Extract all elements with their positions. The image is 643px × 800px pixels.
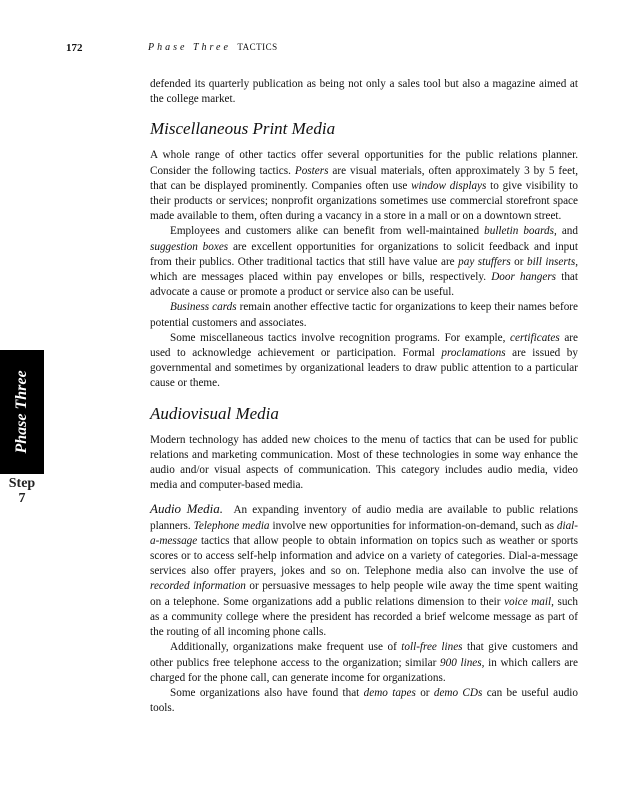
- text-run: or: [510, 255, 527, 268]
- text-run: involve new opportunities for information-on-demand, such as: [269, 519, 557, 532]
- text-run: or: [415, 686, 434, 699]
- text-run: are excellent opportunities for organizations to solicit feedback and input from their publics. Other traditional tactics that still have value are: [150, 240, 578, 268]
- text-run: are issued by governmental and sometimes by organizational leaders to draw public attention to a particular cause or theme.: [150, 347, 578, 390]
- paragraph-misc-intro: [150, 148, 578, 224]
- italic-term: toll-free lines: [401, 641, 463, 654]
- text-run: or persuasive messages to help people wile away the time spent waiting on a telephone. Some organizations add a public relations dimension to their: [150, 580, 578, 608]
- text-run: that advocate a cause or promote a product or service also can be useful.: [150, 271, 578, 299]
- italic-term: proclamations: [441, 347, 506, 360]
- italic-term: bill inserts: [526, 255, 576, 268]
- text-run: An expanding inventory of audio media are available to public relations planners.: [150, 504, 578, 532]
- italic-term: demo CDs: [433, 686, 483, 699]
- main-text-column: [150, 77, 578, 716]
- phase-side-tab-label-box: [0, 350, 44, 474]
- run-in: Audio Media.: [150, 501, 224, 517]
- italic-term: bulletin boards,: [484, 225, 557, 238]
- text-run: remain another effective tactic for organizations to keep their names before potential customers and associates.: [150, 301, 578, 329]
- heading-miscellaneous-print-media: Miscellaneous Print Media: [150, 119, 336, 139]
- italic-term: suggestion boxes: [150, 240, 229, 253]
- step-marker: [0, 476, 44, 506]
- text-run: , which are messages placed within pay envelopes or bills, respectively.: [150, 255, 578, 284]
- text-run: Additionally, organizations make frequent use of: [170, 641, 402, 654]
- italic-term: recorded information: [150, 580, 246, 593]
- running-header: [0, 38, 643, 58]
- paragraph-recognition-programs: [150, 331, 578, 392]
- running-head: [148, 42, 278, 53]
- paragraph-toll-free-lines: [150, 640, 578, 686]
- italic-term: Business cards: [170, 301, 237, 314]
- step-label: Step: [8, 476, 36, 491]
- italic-term: Door hangers: [491, 271, 557, 284]
- text-run: that give customers and other publics free telephone access to the organization; similar: [150, 641, 578, 669]
- text-run: to give visibility to their products or services; nonprofit organizations sometimes use commercial storefront space made available to them, often during a vacancy in a store in a mall or on a downtown street.: [150, 179, 579, 223]
- text-run: in which callers are charged for the phone call, can generate income for organizations.: [150, 656, 578, 684]
- page-number: 172: [66, 42, 83, 54]
- paragraph-continued: [150, 77, 578, 107]
- text-run: and: [556, 225, 578, 238]
- text-run: are visual materials, often approximately 3 by 5 feet, that can be displayed prominently. Companies often use: [150, 164, 578, 192]
- italic-term: Telephone media: [193, 519, 270, 532]
- heading-audiovisual-media: Audiovisual Media: [150, 403, 279, 423]
- italic-term: demo tapes: [363, 686, 416, 699]
- text-run: Modern technology has added new choices to the menu of tactics that can be used for public relations and marketing communication. Most of these technologies in some way enhance the audio and/or visual aspects of communication. This category includes audio media, video media and computer-based media.: [150, 433, 578, 492]
- text-run: Some organizations also have found that: [170, 686, 364, 699]
- text-run: tactics that allow people to obtain information on topics such as weather or sports scores or to access self-help information and advice on a variety of categories. Dial-a-message services also offer prayers, jokes and so on. Telephone media also can involve the use of: [150, 534, 578, 578]
- italic-term: 900 lines,: [440, 656, 485, 669]
- text-run: Some miscellaneous tactics involve recognition programs. For example,: [170, 331, 511, 344]
- text-run: defended its quarterly publication as being not only a sales tool but also a magazine aimed at the college market.: [150, 78, 578, 106]
- text-run: such as a community college where the president has recorded a brief welcome message as part of the routing of all incoming phone calls.: [150, 595, 578, 639]
- text-run: Employees and customers alike can benefit from well-maintained: [170, 225, 485, 238]
- paragraph-demo-tapes: [150, 686, 578, 716]
- step-number: 7: [18, 491, 26, 506]
- italic-term: pay stuffers: [458, 255, 511, 268]
- paragraph-bulletin-boards: [150, 224, 578, 300]
- text-run: are used to acknowledge achievement or participation. Formal: [150, 331, 578, 360]
- text-run: A whole range of other tactics offer several opportunities for the public relations planner. Consider the following tactics.: [150, 149, 578, 177]
- phase-side-tab-label: Phase Three: [13, 370, 30, 454]
- italic-term: window displays: [411, 179, 487, 192]
- running-head-phase: Phase Three: [148, 42, 231, 53]
- paragraph-business-cards: [150, 300, 578, 330]
- italic-term: Posters: [294, 164, 329, 177]
- italic-term: voice mail,: [504, 595, 554, 608]
- paragraph-av-intro: [150, 433, 578, 494]
- running-head-section: TACTICS: [237, 42, 278, 52]
- italic-term: certificates: [510, 331, 560, 344]
- paragraph-audio-media: [150, 501, 578, 640]
- italic-term: dial-a-message: [150, 519, 579, 547]
- text-run: can be useful audio tools.: [150, 686, 578, 715]
